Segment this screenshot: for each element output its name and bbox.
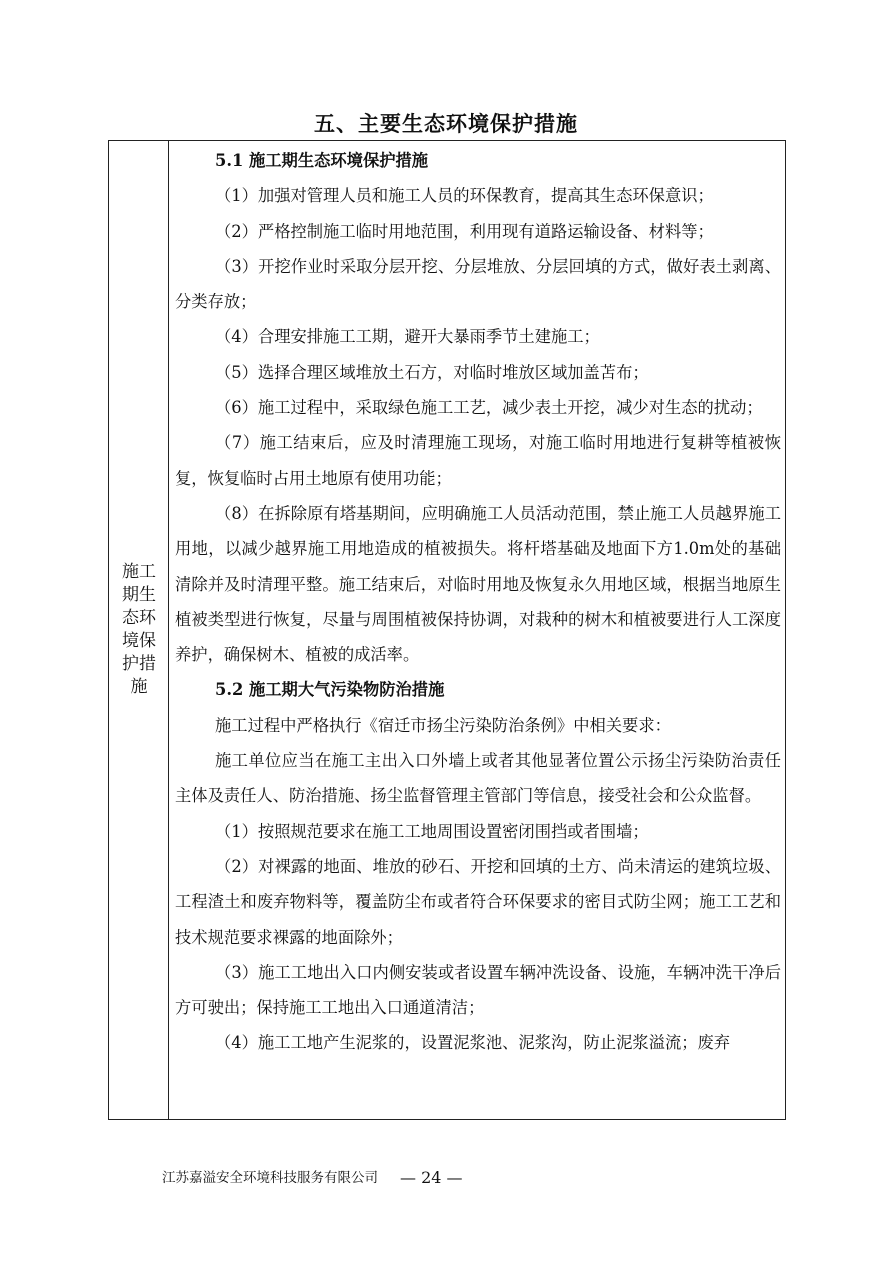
- row-label: 施工期生态环境保护措施: [122, 562, 156, 697]
- footer-company: 江苏嘉溢安全环境科技服务有限公司: [162, 1170, 378, 1186]
- row-label-cell: [109, 141, 169, 1119]
- list-item: （5）选择合理区域堆放土石方，对临时堆放区域加盖苫布；: [215, 362, 649, 382]
- section-heading-5-2: 5.2 施工期大气污染物防治措施: [215, 680, 445, 700]
- page-number: — 24 —: [400, 1168, 463, 1187]
- list-item: （3）施工工地出入口内侧安装或者设置车辆冲洗设备、设施，车辆冲洗干净后方可驶出；保持施工工地出入口通道清洁；: [175, 962, 781, 1018]
- list-item: （1）加强对管理人员和施工人员的环保教育，提高其生态环保意识；: [215, 186, 714, 206]
- body-paragraph: 施工单位应当在施工主出入口外墙上或者其他显著位置公示扬尘污染防治责任主体及责任人、防治措施、扬尘监督管理主管部门等信息，接受社会和公众监督。: [175, 751, 781, 806]
- content-cell: [175, 143, 781, 1061]
- list-item: （7）施工结束后，应及时清理施工现场，对施工临时用地进行复耕等植被恢复，恢复临时占用土地原有使用功能；: [175, 433, 781, 488]
- list-item: （4）施工工地产生泥浆的，设置泥浆池、泥浆沟，防止泥浆溢流；废弃: [215, 1033, 731, 1053]
- list-item: （3）开挖作业时采取分层开挖、分层堆放、分层回填的方式，做好表土剥离、分类存放；: [175, 256, 781, 312]
- list-item: （4）合理安排施工工期，避开大暴雨季节土建施工；: [215, 327, 600, 347]
- intro-paragraph: 施工过程中严格执行《宿迁市扬尘污染防治条例》中相关要求：: [215, 715, 671, 735]
- list-item: （1）按照规范要求在施工工地周围设置密闭围挡或者围墙；: [215, 821, 649, 841]
- section-heading-5-1: 5.1 施工期生态环境保护措施: [215, 151, 429, 170]
- list-item: （8）在拆除原有塔基期间，应明确施工人员活动范围，禁止施工人员越界施工用地，以减少越界施工用地造成的植被损失。将杆塔基础及地面下方1.0m处的基础清除并及时清理平整。施工结束后，对临时用地及恢复永久用地区域，根据当地原生植被类型进行恢复，尽量与周围植被保持协调，对栽种的树木和植被要进行人工深度养护，确保树木、植被的成活率。: [175, 503, 781, 665]
- list-item: （2）严格控制施工临时用地范围，利用现有道路运输设备、材料等；: [215, 221, 714, 241]
- page-title: 五、主要生态环境保护措施: [314, 111, 578, 136]
- list-item: （6）施工过程中，采取绿色施工工艺，减少表土开挖，减少对生态的扰动；: [215, 398, 763, 418]
- measures-table: [108, 140, 786, 1120]
- list-item: （2）对裸露的地面、堆放的砂石、开挖和回填的土方、尚未清运的建筑垃圾、工程渣土和废弃物料等，覆盖防尘布或者符合环保要求的密目式防尘网；施工工艺和技术规范要求裸露的地面除外；: [175, 856, 781, 947]
